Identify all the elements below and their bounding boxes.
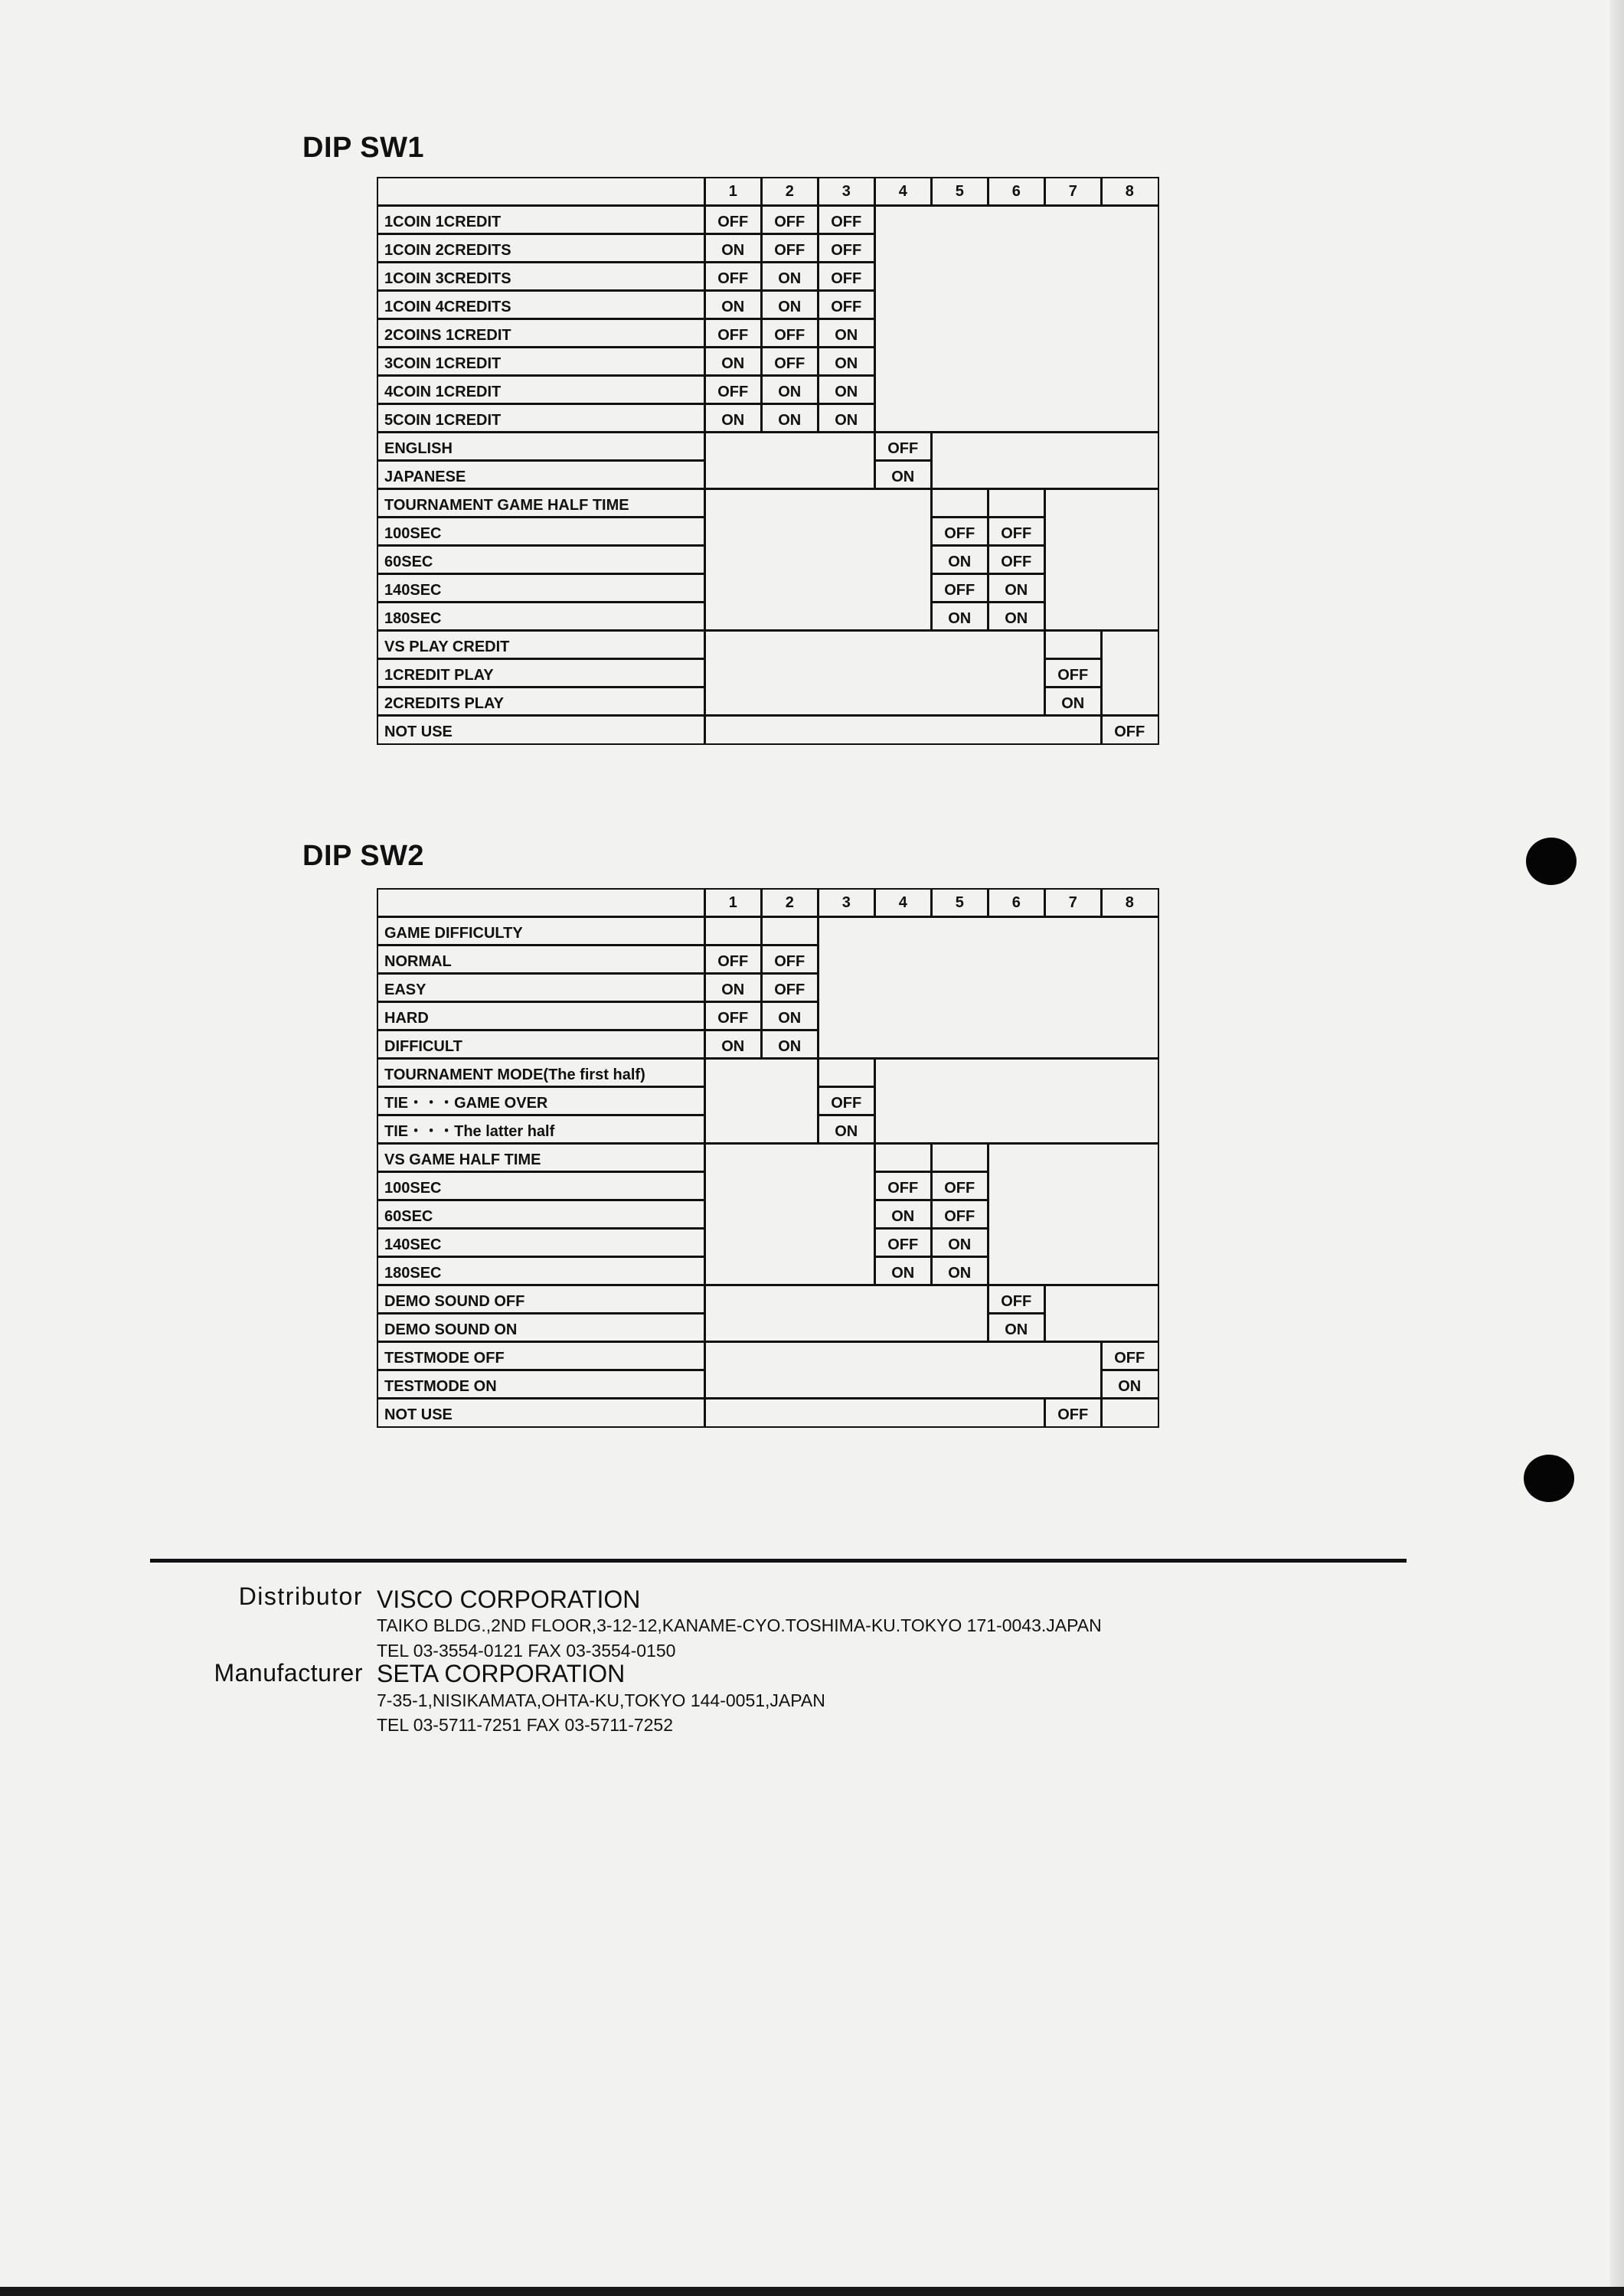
setting-label: 1CREDIT PLAY [377,658,706,688]
switch-number-header: 3 [817,177,876,207]
switch-value-cell: OFF [760,233,819,263]
unused-cell-block [874,204,1159,433]
switch-number-header: 6 [987,888,1046,918]
switch-value-cell: OFF [704,318,763,348]
unused-cell-block [1044,488,1159,632]
switch-value-cell: ON [704,1029,763,1060]
unused-cell-block [704,1057,819,1145]
switch-value-cell: OFF [874,431,933,462]
switch-value-cell: ON [817,1114,876,1145]
distributor-address: TAIKO BLDG.,2ND FLOOR,3-12-12,KANAME-CYO.TOSHIMA-KU.TOKYO 171-0043.JAPAN [377,1615,1102,1635]
switch-value-cell: OFF [987,544,1046,575]
switch-value-cell: OFF [760,944,819,975]
setting-label: NORMAL [377,944,706,975]
setting-label: NOT USE [377,714,706,745]
setting-label: HARD [377,1001,706,1031]
unused-cell-block [874,1142,933,1173]
manufacturer-address: 7-35-1,NISIKAMATA,OHTA-KU,TOKYO 144-0051,JAPAN [377,1690,825,1710]
switch-number-header: 8 [1100,177,1159,207]
switch-value-cell: ON [704,233,763,263]
distributor-name: VISCO CORPORATION [377,1586,641,1613]
switch-value-cell: ON [760,1029,819,1060]
switch-value-cell: OFF [930,1199,989,1230]
dip-sw2-title: DIP SW2 [302,840,425,872]
switch-number-header: 3 [817,888,876,918]
setting-label: DIFFICULT [377,1029,706,1060]
setting-label: 4COIN 1CREDIT [377,374,706,405]
setting-label: 60SEC [377,544,706,575]
switch-value-cell: ON [987,601,1046,632]
switch-number-header: 6 [987,177,1046,207]
footer-divider [150,1559,1407,1563]
switch-value-cell: OFF [760,204,819,235]
switch-value-cell: ON [987,1312,1046,1343]
switch-number-header: 1 [704,888,763,918]
unused-cell-block [987,488,1046,518]
switch-value-cell: ON [930,544,989,575]
setting-label: TIE・・・The latter half [377,1114,706,1145]
switch-value-cell: OFF [1044,658,1103,688]
switch-value-cell: ON [817,318,876,348]
switch-value-cell: OFF [704,1001,763,1031]
binder-hole [1524,1455,1574,1502]
switch-value-cell: OFF [987,516,1046,547]
switch-number-header: 4 [874,888,933,918]
switch-value-cell: ON [704,289,763,320]
switch-value-cell: ON [874,1256,933,1286]
switch-value-cell: ON [704,403,763,433]
setting-label: TOURNAMENT GAME HALF TIME [377,488,706,518]
binder-hole [1526,838,1577,885]
distributor-label: Distributor [238,1582,363,1610]
setting-label: DEMO SOUND OFF [377,1284,706,1315]
switch-value-cell: OFF [930,1171,989,1201]
switch-value-cell: ON [987,573,1046,603]
switch-number-header: 7 [1044,177,1103,207]
switch-value-cell: ON [930,601,989,632]
switch-value-cell: ON [760,403,819,433]
setting-label: TIE・・・GAME OVER [377,1086,706,1116]
setting-label: 140SEC [377,573,706,603]
setting-label: 2CREDITS PLAY [377,686,706,717]
switch-value-cell: ON [704,346,763,377]
switch-number-header: 1 [704,177,763,207]
unused-cell-block [930,431,1159,490]
unused-cell-block [704,714,1103,745]
setting-label: 1COIN 4CREDITS [377,289,706,320]
manufacturer-name: SETA CORPORATION [377,1660,626,1687]
setting-label: 5COIN 1CREDIT [377,403,706,433]
switch-value-cell: OFF [817,204,876,235]
switch-value-cell: OFF [760,318,819,348]
switch-value-cell: OFF [817,233,876,263]
setting-label: 2COINS 1CREDIT [377,318,706,348]
switch-value-cell: ON [817,346,876,377]
switch-value-cell: OFF [704,374,763,405]
unused-cell-block [987,1142,1159,1286]
switch-value-cell: ON [874,459,933,490]
switch-value-cell: OFF [930,516,989,547]
unused-cell-block [704,1142,876,1286]
switch-number-header: 5 [930,888,989,918]
setting-label: VS GAME HALF TIME [377,1142,706,1173]
setting-label: 140SEC [377,1227,706,1258]
switch-value-cell: ON [930,1256,989,1286]
unused-cell-block [704,1341,1103,1399]
switch-number-header: 8 [1100,888,1159,918]
unused-cell-block [1100,1397,1159,1428]
unused-cell-block [1100,629,1159,717]
unused-cell-block [760,916,819,946]
unused-cell-block [704,629,1046,717]
switch-value-cell: ON [760,261,819,292]
unused-cell-block [704,1397,1046,1428]
switch-number-header: 2 [760,888,819,918]
setting-label: TESTMODE ON [377,1369,706,1399]
unused-cell-block [704,916,763,946]
switch-number-header: 2 [760,177,819,207]
switch-value-cell: OFF [817,261,876,292]
switch-value-cell: ON [874,1199,933,1230]
switch-value-cell: OFF [760,972,819,1003]
switch-value-cell: OFF [704,204,763,235]
unused-cell-block [930,488,989,518]
setting-label: 1COIN 3CREDITS [377,261,706,292]
switch-value-cell: OFF [1100,714,1159,745]
switch-value-cell: ON [760,374,819,405]
switch-number-header: 4 [874,177,933,207]
switch-value-cell: ON [704,972,763,1003]
unused-cell-block [874,1057,1159,1145]
dip-sw1-title: DIP SW1 [302,132,425,164]
page-edge [1610,0,1624,2296]
setting-label: VS PLAY CREDIT [377,629,706,660]
setting-label: 60SEC [377,1199,706,1230]
setting-label: JAPANESE [377,459,706,490]
switch-value-cell: OFF [987,1284,1046,1315]
setting-label: 180SEC [377,601,706,632]
setting-label: TESTMODE OFF [377,1341,706,1371]
header-blank-cell [377,177,706,207]
setting-label: NOT USE [377,1397,706,1428]
switch-value-cell: OFF [1100,1341,1159,1371]
setting-label: 3COIN 1CREDIT [377,346,706,377]
header-blank-cell [377,888,706,918]
switch-value-cell: ON [817,374,876,405]
switch-value-cell: OFF [817,289,876,320]
switch-value-cell: OFF [930,573,989,603]
switch-value-cell: ON [1100,1369,1159,1399]
setting-label: 1COIN 1CREDIT [377,204,706,235]
unused-cell-block [1044,1284,1159,1343]
setting-label: 1COIN 2CREDITS [377,233,706,263]
switch-number-header: 5 [930,177,989,207]
unused-cell-block [704,488,933,632]
unused-cell-block [704,1284,989,1343]
setting-label: 100SEC [377,1171,706,1201]
switch-value-cell: ON [817,403,876,433]
setting-label: TOURNAMENT MODE(The first half) [377,1057,706,1088]
switch-value-cell: OFF [704,944,763,975]
switch-number-header: 7 [1044,888,1103,918]
switch-value-cell: OFF [1044,1397,1103,1428]
unused-cell-block [704,431,876,490]
switch-value-cell: OFF [760,346,819,377]
setting-label: ENGLISH [377,431,706,462]
switch-value-cell: ON [930,1227,989,1258]
switch-value-cell: OFF [817,1086,876,1116]
setting-label: 180SEC [377,1256,706,1286]
switch-value-cell: OFF [874,1227,933,1258]
unused-cell-block [1044,629,1103,660]
switch-value-cell: OFF [874,1171,933,1201]
distributor-tel: TEL 03-3554-0121 FAX 03-3554-0150 [377,1641,676,1661]
switch-value-cell: ON [760,1001,819,1031]
setting-label: DEMO SOUND ON [377,1312,706,1343]
unused-cell-block [817,1057,876,1088]
setting-label: GAME DIFFICULTY [377,916,706,946]
setting-label: EASY [377,972,706,1003]
manufacturer-tel: TEL 03-5711-7251 FAX 03-5711-7252 [377,1715,674,1735]
unused-cell-block [817,916,1159,1060]
unused-cell-block [930,1142,989,1173]
switch-value-cell: ON [1044,686,1103,717]
setting-label: 100SEC [377,516,706,547]
page-edge [0,2287,1624,2296]
switch-value-cell: ON [760,289,819,320]
manufacturer-label: Manufacturer [214,1659,363,1687]
switch-value-cell: OFF [704,261,763,292]
